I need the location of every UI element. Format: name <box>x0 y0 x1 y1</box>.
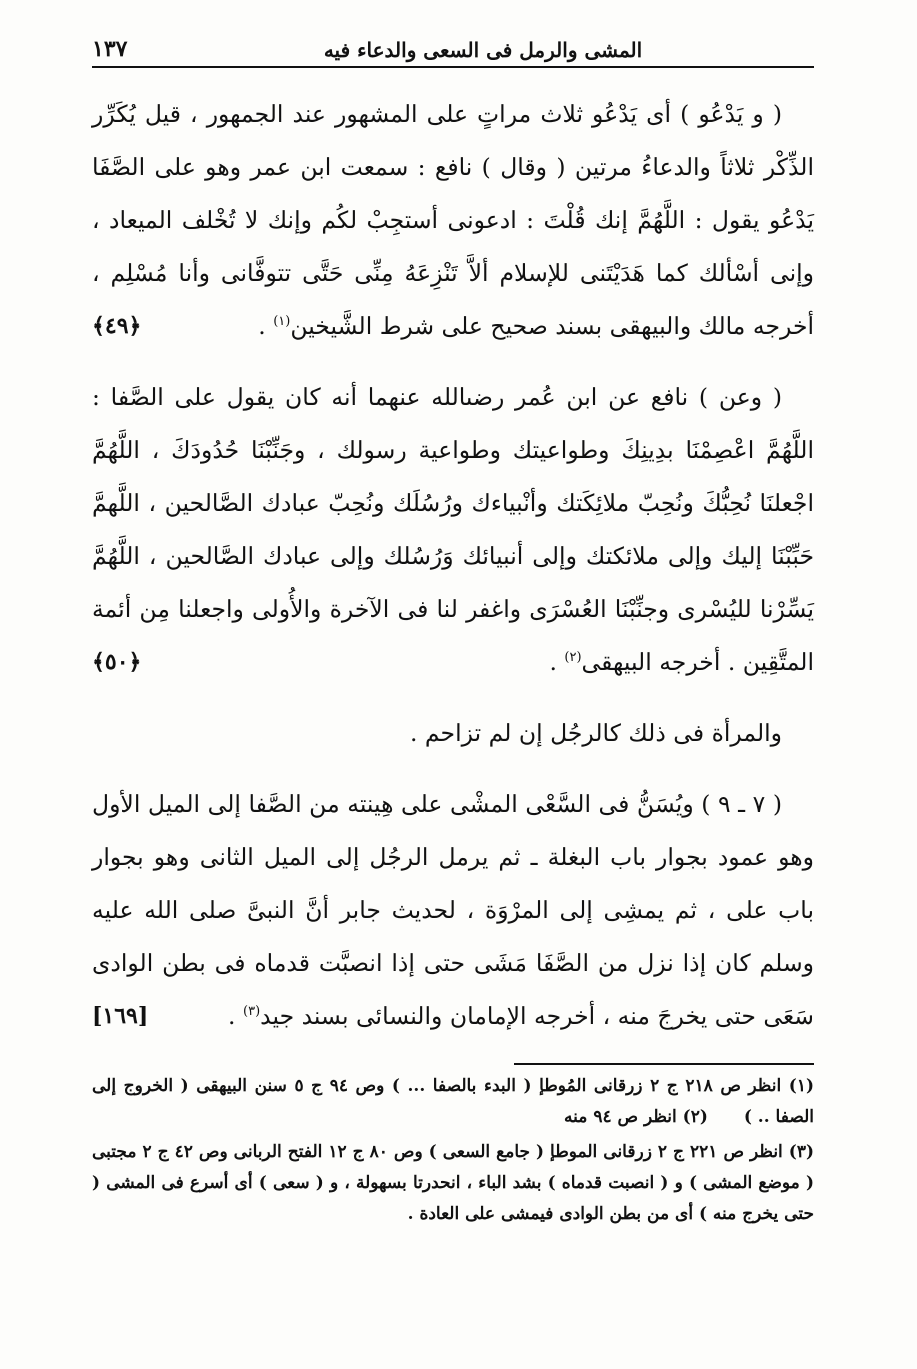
book-page <box>92 18 814 1230</box>
footnote-text: (٣) انظر ص ٢٢١ ج ٢ زرقانى الموطإ ( جامع السعى ) وص ٨٠ ج ١٢ الفتح الربانى وص ٤٢ ج ٢ مجتبى ( موضع المشى ) و ( انصبت قدماه ) بشد الباء ، انحدرتا بسهولة ، و ( سعى ) أى أسرع فى المشى ( حتى يخرج منه ) أى من بطن الوادى فيمشى على العادة . <box>92 1142 815 1224</box>
footnote-separator <box>514 1063 814 1065</box>
footnote-ref-3: (٣) <box>243 1004 261 1020</box>
paragraph-7-9 <box>92 778 814 1043</box>
running-title: المشى والرمل فى السعى والدعاء فيه <box>323 38 643 62</box>
hadith-number-169: [١٦٩] <box>92 1003 149 1029</box>
page-header <box>92 18 814 68</box>
footnote-2: (٢) انظر ص ٩٤ منه <box>564 1107 708 1127</box>
paragraph-50 <box>92 371 814 689</box>
paragraph-text: ( وعن ) نافع عن ابن عُمر رضىالله عنهما أنه كان يقول على الصَّفا : اللَّهُمَّ اعْصِمْنَا بدِينِكَ وطواعيتك وطواعية رسولك ، وجَنِّبْنَا حُدُودَكَ ، اللَّهُمَّ اجْعلنَا نُحِبُّكَ ونُحِبّ ملائِكَتك وأنْبياءك ورُسُلَك ونُحِبّ عبادك الصَّالحين ، اللَّهمَّ حَبِّبْنَا إليك وإلى ملائكتك وإلى أنبيائك وَرُسُلك وإلى عبادك الصَّالحين ، اللَّهُمَّ يَسِّرْنا لليُسْرى وجنِّبْنَا العُسْرَى واغفر لنا فى الآخرة والأُولى واجعلنا مِن أئمة المتَّقِين . أخرجه البيهقى <box>92 383 814 676</box>
paragraph-woman-note <box>92 707 814 760</box>
footnote-3 <box>92 1137 814 1230</box>
main-text <box>92 88 814 1043</box>
hadith-number-50: ﴿٥٠﴾ <box>92 649 142 675</box>
paragraph-text: والمرأة فى ذلك كالرجُل إن لم تزاحم . <box>409 719 782 747</box>
page-number: ١٣٧ <box>92 36 128 62</box>
paragraph-49 <box>92 88 814 353</box>
footnote-text: (١) انظر ص ٢١٨ ج ٢ زرقانى المُوطإ ( البدء بالصفا ... ) وص ٩٤ ج ٥ سنن البيهقى ( الخروج إلى الصفا .. ) <box>92 1076 815 1127</box>
footnote-1-2 <box>92 1071 814 1133</box>
hadith-number-49: ﴿٤٩﴾ <box>92 313 142 339</box>
paragraph-text: ( و يَدْعُو ) أى يَدْعُو ثلاث مراتٍ على المشهور عند الجمهور ، قيل يُكَرِّر الذِّكْر ثلاثاً والدعاءُ مرتين ( وقال ) نافع : سمعت ابن عمر وهو على الصَّفَا يَدْعُو يقول : اللَّهُمَّ إنك قُلْتَ : ادعونى أستجِبْ لكُم وإنك لا تُخْلف الميعاد ، وإنى أسْألك كما هَدَيْتَنى للإسلام ألاَّ تَنْزِعَهُ مِنِّى حَتَّى تتوفَّانى وأنا مُسْلِم ، أخرجه مالك والبيهقى بسند صحيح على شرط الشَّيخين <box>92 100 814 340</box>
footnotes <box>92 1071 814 1230</box>
footnote-ref-2: (٢) <box>564 650 582 666</box>
paragraph-end: . <box>549 648 565 676</box>
paragraph-end: . <box>258 312 274 340</box>
paragraph-end: . <box>228 1002 243 1030</box>
paragraph-text: ( ٧ ـ ٩ ) ويُسَنُّ فى السَّعْى المشْى على هِينته من الصَّفا إلى الميل الأول وهو عمود بجوار باب البغلة ـ ثم يرمل الرجُل إلى الميل الثانى وهو بجوار باب على ، ثم يمشِى إلى المرْوَة ، لحديث جابر أنَّ النبىَّ صلى الله عليه وسلم كان إذا نزل من الصَّفَا مَشَى حتى إذا انصبَّت قدماه فى بطن الوادى سَعَى حتى يخرجَ منه ، أخرجه الإمامان والنسائى بسند جيد <box>92 790 814 1030</box>
footnote-ref-1: (١) <box>273 314 291 330</box>
